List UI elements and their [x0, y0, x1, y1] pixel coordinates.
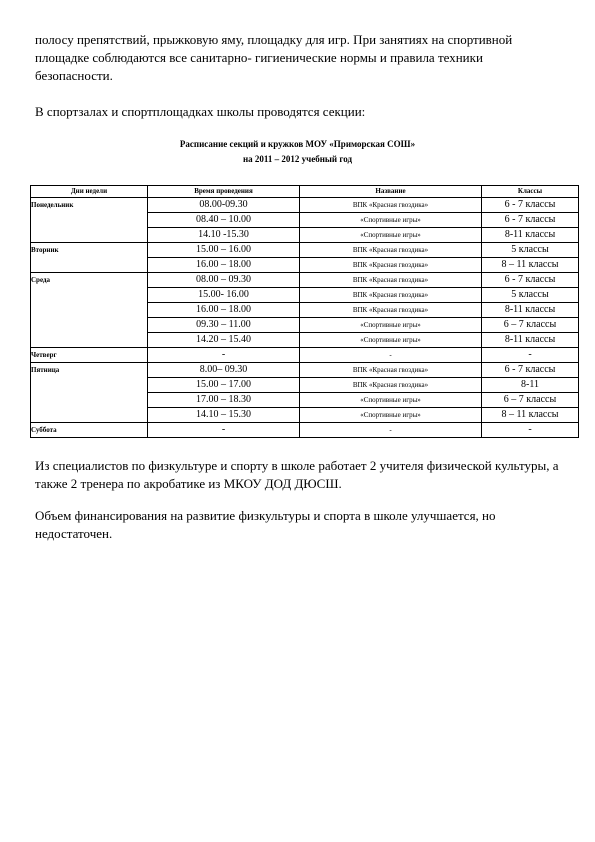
specialists-paragraph: Из специалистов по физкультуре и спорту в школе работает 2 учителя физической культуры, а также 2 тренера по акробатике из МКОУ ДОД ДЮСШ. [35, 458, 559, 491]
table-row [31, 363, 579, 378]
time-cell: 09.30 – 11.00 [148, 318, 300, 333]
column-header-time: Время проведения [148, 186, 300, 198]
classes-cell: 8-11 классы [482, 228, 579, 243]
time-cell: 17.00 – 18.30 [148, 393, 300, 408]
day-cell: Понедельник [31, 198, 148, 243]
time-cell: - [148, 348, 300, 363]
activity-name-cell: «Спортивные игры» [300, 228, 482, 243]
activity-name-cell: ВПК «Красная гвоздика» [300, 258, 482, 273]
time-cell: 08.00-09.30 [148, 198, 300, 213]
day-cell: Вторник [31, 243, 148, 273]
time-cell: 15.00- 16.00 [148, 288, 300, 303]
activity-name-cell: «Спортивные игры» [300, 393, 482, 408]
time-cell: 8.00– 09.30 [148, 363, 300, 378]
classes-cell: 8-11 классы [482, 303, 579, 318]
classes-cell: 8-11 [482, 378, 579, 393]
activity-name-cell: «Спортивные игры» [300, 213, 482, 228]
activity-name-cell: ВПК «Красная гвоздика» [300, 303, 482, 318]
financing-paragraph: Объем финансирования на развитие физкультуры и спорта в школе улучшается, но недостаточен. [35, 508, 496, 541]
time-cell: 15.00 – 17.00 [148, 378, 300, 393]
classes-cell: 6 - 7 классы [482, 198, 579, 213]
activity-name-cell: ВПК «Красная гвоздика» [300, 243, 482, 258]
day-cell: Среда [31, 273, 148, 348]
day-cell: Четверг [31, 348, 148, 363]
activity-name-cell: «Спортивные игры» [300, 333, 482, 348]
activity-name-cell: ВПК «Красная гвоздика» [300, 273, 482, 288]
time-cell: - [148, 423, 300, 438]
schedule-title-line1: Расписание секций и кружков МОУ «Приморская СОШ» [179, 139, 416, 149]
activity-name-cell: - [300, 423, 482, 438]
table-row [31, 348, 579, 363]
column-header-name: Название [300, 186, 482, 198]
time-cell: 16.00 – 18.00 [148, 258, 300, 273]
classes-cell: 6 - 7 классы [482, 363, 579, 378]
classes-cell: 6 – 7 классы [482, 318, 579, 333]
classes-cell: - [482, 348, 579, 363]
intro-paragraph: полосу препятствий, прыжковую яму, площадку для игр. При занятиях на спортивной площадке соблюдаются все санитарно- гигиенические нормы и правила техники безопасности. [35, 32, 513, 83]
classes-cell: 8-11 классы [482, 333, 579, 348]
activity-name-cell: «Спортивные игры» [300, 318, 482, 333]
classes-cell: 5 классы [482, 288, 579, 303]
time-cell: 16.00 – 18.00 [148, 303, 300, 318]
classes-cell: 8 – 11 классы [482, 408, 579, 423]
schedule-table-body [31, 198, 579, 438]
column-header-classes: Классы [482, 186, 579, 198]
classes-cell: 6 - 7 классы [482, 273, 579, 288]
day-cell: Пятница [31, 363, 148, 423]
time-cell: 14.10 -15.30 [148, 228, 300, 243]
classes-cell: 6 – 7 классы [482, 393, 579, 408]
day-cell: Суббота [31, 423, 148, 438]
activity-name-cell: «Спортивные игры» [300, 408, 482, 423]
schedule-title-line2: на 2011 – 2012 учебный год [242, 154, 353, 164]
table-row [31, 273, 579, 288]
table-row [31, 198, 579, 213]
time-cell: 08.40 – 10.00 [148, 213, 300, 228]
table-header-row [31, 186, 579, 198]
classes-cell: - [482, 423, 579, 438]
time-cell: 15.00 – 16.00 [148, 243, 300, 258]
time-cell: 08.00 – 09.30 [148, 273, 300, 288]
activity-name-cell: ВПК «Красная гвоздика» [300, 378, 482, 393]
schedule-table [30, 185, 579, 438]
activity-name-cell: ВПК «Красная гвоздика» [300, 288, 482, 303]
classes-cell: 8 – 11 классы [482, 258, 579, 273]
column-header-day: Дни недели [31, 186, 148, 198]
classes-cell: 6 - 7 классы [482, 213, 579, 228]
activity-name-cell: ВПК «Красная гвоздика» [300, 363, 482, 378]
activity-name-cell: ВПК «Красная гвоздика» [300, 198, 482, 213]
classes-cell: 5 классы [482, 243, 579, 258]
sections-paragraph: В спортзалах и спортплощадках школы проводятся секции: [35, 104, 366, 119]
time-cell: 14.10 – 15.30 [148, 408, 300, 423]
activity-name-cell: - [300, 348, 482, 363]
table-row [31, 243, 579, 258]
time-cell: 14.20 – 15.40 [148, 333, 300, 348]
table-row [31, 423, 579, 438]
